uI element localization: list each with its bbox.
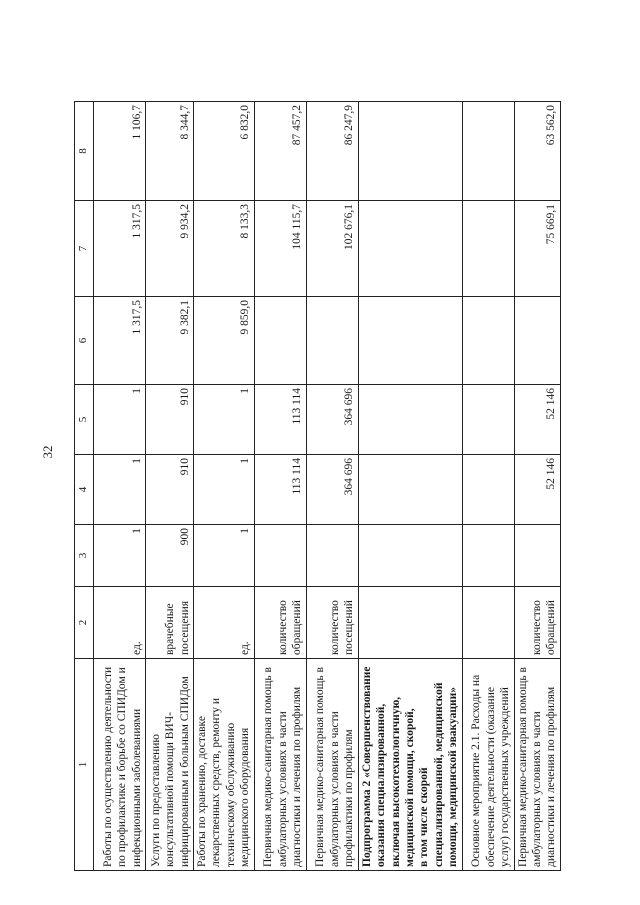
row-name: Первичная медико-санитарная помощь в амбулаторных условиях в части диагностики и лечения по профилям xyxy=(254,659,306,871)
table-rotated-container xyxy=(74,102,558,871)
row-col-7: 8 133,3 xyxy=(194,201,255,297)
table-row xyxy=(146,102,194,871)
row-col-4: 1 xyxy=(194,455,255,525)
row-col-4: 52 146 xyxy=(514,455,560,525)
header-col-7: 7 xyxy=(75,201,94,297)
row-unit: количество обращений xyxy=(254,587,306,659)
row-col-5: 1 xyxy=(94,385,146,455)
table-row xyxy=(306,102,358,871)
row-name: Первичная медико-санитарная помощь в амбулаторных условиях в части профилактики по профилям xyxy=(306,659,358,871)
row-col-3 xyxy=(306,525,358,587)
row-col-5: 52 146 xyxy=(514,385,560,455)
row-col-7: 75 669,1 xyxy=(514,201,560,297)
row-col-8: 63 562,0 xyxy=(514,102,560,201)
row-col-6 xyxy=(254,297,306,385)
row-col-7: 9 934,2 xyxy=(146,201,194,297)
row-col-8: 8 344,7 xyxy=(146,102,194,201)
row-col-3: 1 xyxy=(94,525,146,587)
subprogram-title-line-2: в том числе скорой специализированной, медицинской помощи, медицинской эвакуации» xyxy=(418,682,460,867)
row-col-3: 1 xyxy=(194,525,255,587)
row-col-5: 364 696 xyxy=(306,385,358,455)
row-col-3 xyxy=(254,525,306,587)
row-col-4 xyxy=(462,455,514,525)
row-col-6 xyxy=(514,297,560,385)
row-col-4: 364 696 xyxy=(306,455,358,525)
page-number: 32 xyxy=(40,445,55,459)
table-row xyxy=(514,102,560,871)
row-col-7: 102 676,1 xyxy=(306,201,358,297)
header-col-4: 4 xyxy=(75,455,94,525)
row-col-5: 1 xyxy=(194,385,255,455)
row-col-8: 6 832,0 xyxy=(194,102,255,201)
row-col-6: 1 317,5 xyxy=(94,297,146,385)
row-name: Основное мероприятие 2.1. Расходы на обеспечение деятельности (оказание услуг) государственных учреждений xyxy=(462,659,514,871)
header-col-6: 6 xyxy=(75,297,94,385)
row-col-8: 86 247,9 xyxy=(306,102,358,201)
subprogram-title-line-1: Подпрограмма 2 «Совершенствование оказания специализированной, включая высокотехнологичную, медицинской помощи, скорой, xyxy=(360,666,416,867)
subprogram-title xyxy=(358,659,462,871)
row-col-6: 9 382,1 xyxy=(146,297,194,385)
row-col-7 xyxy=(358,201,462,297)
row-col-6 xyxy=(462,297,514,385)
row-unit: количество посещений xyxy=(306,587,358,659)
row-unit xyxy=(358,587,462,659)
row-col-7: 1 317,5 xyxy=(94,201,146,297)
subprogram-row xyxy=(358,102,462,871)
row-name: Работы по осуществлению деятельности по профилактике и борьбе со СПИДом и инфекционными заболеваниями xyxy=(94,659,146,871)
row-col-8: 87 457,2 xyxy=(254,102,306,201)
header-col-3: 3 xyxy=(75,525,94,587)
row-col-8 xyxy=(462,102,514,201)
row-name: Работы по хранению, доставке лекарственных средств, ремонту и техническому обслуживанию медицинского оборудования xyxy=(194,659,255,871)
row-col-5 xyxy=(462,385,514,455)
header-col-2: 2 xyxy=(75,587,94,659)
row-unit: количество обращений xyxy=(514,587,560,659)
row-col-4: 1 xyxy=(94,455,146,525)
row-col-3 xyxy=(358,525,462,587)
rotated-table-frame xyxy=(74,102,558,871)
row-col-3 xyxy=(462,525,514,587)
row-col-7: 104 115,7 xyxy=(254,201,306,297)
table-header-row xyxy=(75,102,94,871)
row-unit: врачебные посещения xyxy=(146,587,194,659)
row-col-4: 910 xyxy=(146,455,194,525)
table-row xyxy=(462,102,514,871)
table-row xyxy=(194,102,255,871)
header-col-8: 8 xyxy=(75,102,94,201)
row-col-5: 113 114 xyxy=(254,385,306,455)
row-col-6 xyxy=(306,297,358,385)
row-col-5: 910 xyxy=(146,385,194,455)
table-row xyxy=(94,102,146,871)
row-col-8 xyxy=(358,102,462,201)
row-col-4 xyxy=(358,455,462,525)
header-col-1: 1 xyxy=(75,659,94,871)
table-row xyxy=(254,102,306,871)
row-unit xyxy=(462,587,514,659)
row-col-6: 9 859,0 xyxy=(194,297,255,385)
row-unit: ед. xyxy=(194,587,255,659)
row-col-8: 1 106,7 xyxy=(94,102,146,201)
header-col-5: 5 xyxy=(75,385,94,455)
row-col-6 xyxy=(358,297,462,385)
row-unit: ед. xyxy=(94,587,146,659)
row-name: Первичная медико-санитарная помощь в амбулаторных условиях в части диагностики и лечения по профилям xyxy=(514,659,560,871)
row-col-3: 900 xyxy=(146,525,194,587)
program-indicators-table xyxy=(74,101,561,871)
row-col-5 xyxy=(358,385,462,455)
row-name: Услуги по предоставлению консультативной помощи ВИЧ-инфицированным и больным СПИДом xyxy=(146,659,194,871)
row-col-7 xyxy=(462,201,514,297)
row-col-3 xyxy=(514,525,560,587)
row-col-4: 113 114 xyxy=(254,455,306,525)
